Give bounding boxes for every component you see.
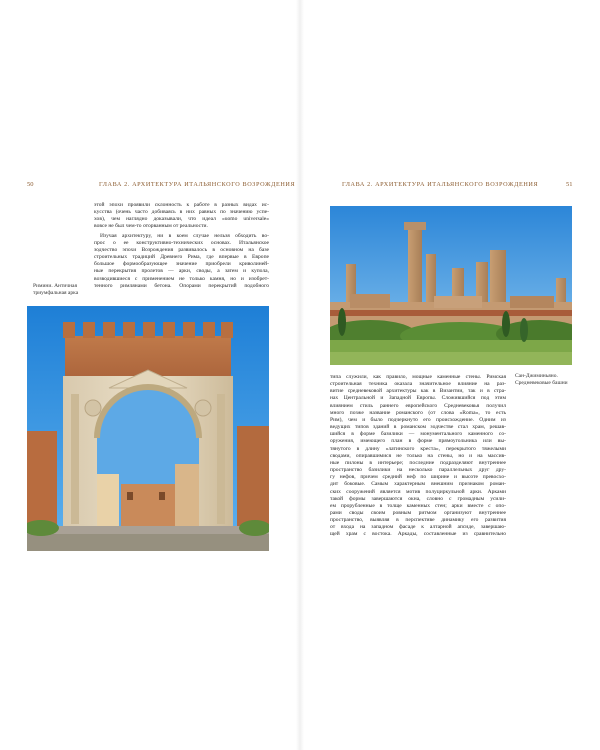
caption-line: Римини. Античная: [33, 283, 78, 289]
text-line: Рим), чем и было подчеркнуто его происхождение. Одним из: [330, 416, 506, 423]
text-line: строительных традиций Древнего Рима, где впервые в Европе: [94, 254, 269, 261]
text-line: ем прорубленные в толще каменных стен; арки вместе с опо-: [330, 502, 506, 509]
text-line: тенного римлянами бетона. Опорами перекрытий подобного: [94, 282, 269, 289]
text-line: зодчество эпохи Возрождения развивалось в основном на базе: [94, 246, 269, 253]
caption-line: Средневековые башни: [515, 380, 568, 386]
body-text-left: [94, 202, 269, 290]
text-line: тянутого в длину «латинского креста», перекрытого тяжелыми: [330, 445, 506, 452]
text-line: щей храм с востока. Аркады, составленные из сравнительно: [330, 531, 506, 538]
text-line: хов), чем наглядно доказывали, что идеал «uomo universale»: [94, 216, 269, 223]
text-line: большое формообразующее значение приобрели криволиней-: [94, 261, 269, 268]
text-line: витие средневековой архитектуры как в Византии, так и в стра-: [330, 388, 506, 395]
text-line: пространство базилики на несколько параллельных друг дру-: [330, 467, 506, 474]
figure-caption-right: [515, 373, 568, 387]
text-line: ских сооружений является мотив полуциркульной арки. Арками: [330, 488, 506, 495]
caption-line: Сан-Джиминьяно.: [515, 373, 558, 379]
page-number-left: 50: [27, 181, 34, 188]
text-line: возводившиеся с применением не только камня, но и изобрет-: [94, 275, 269, 282]
text-line: типа служили, как правило, мощные каменные стены. Римская: [330, 374, 506, 380]
text-line: сводами, опиравшимися не только на стены, но и на массив-: [330, 452, 506, 459]
photo-san-gimignano-towers: [330, 206, 572, 365]
figure-caption-left: [33, 283, 78, 297]
text-line: от входа на западном фасаде к алтарной апсиде, завершаю-: [330, 524, 506, 531]
text-line: много позже название романского (от слова «Roma», то есть: [330, 409, 506, 416]
text-line: такой формы завершаются окна, словно с громадным усили-: [330, 495, 506, 502]
text-line: вовсе не был чем-то оторванным от реальности.: [94, 223, 208, 230]
caption-line: триумфальная арка: [33, 290, 79, 296]
text-line: оружения, имеющего план в форме прямоугольника или вы-: [330, 438, 506, 445]
text-line: ные пилоны в интерьере; последние подразделяют внутреннее: [330, 459, 506, 466]
text-line: ведущих типов зданий в романском зодчестве стал храм, решав-: [330, 424, 506, 431]
photo-rimini-arch: [27, 306, 269, 551]
running-head-right: ГЛАВА 2. АРХИТЕКТУРА ИТАЛЬЯНСКОГО ВОЗРОЖДЕНИЯ: [342, 181, 539, 188]
text-line: ные перекрытия пролетов — арки, своды, а затем и купола,: [94, 268, 269, 275]
running-head-left: ГЛАВА 2. АРХИТЕКТУРА ИТАЛЬЯНСКОГО ВОЗРОЖДЕНИЯ: [99, 181, 296, 188]
text-line: рами своды своим ровным ритмом организуют внутреннее: [330, 509, 506, 516]
page-number-right: 51: [566, 181, 573, 188]
text-line: гу нефов, причем средний неф по ширине и высоте превосхо-: [330, 474, 506, 481]
text-line: дит боковые. Самым характерным внешним признаком роман-: [330, 481, 506, 488]
text-line: строительная техника оказала значительное влияние на раз-: [330, 381, 506, 388]
text-line: нах Центральной и Западной Европы. Сложившийся под этим: [330, 395, 506, 402]
text-line: пространство, выявляя в перспективе динамику его развития: [330, 517, 506, 524]
text-line: влиянием стиль раннего европейского Средневековья получил: [330, 402, 506, 409]
text-line: этой эпохи проявили склонность к работе в разных видах ис-: [94, 202, 269, 208]
text-line: кусства (очень часто добиваясь в них равных по значению успе-: [94, 209, 269, 216]
text-line: прос о ее конструктивно-технических основах. Итальянское: [94, 239, 269, 246]
text-line: шийся в форме базилики — монументального каменного со-: [330, 431, 506, 438]
right-page: [300, 0, 600, 750]
body-text-right: [330, 374, 506, 539]
text-line: Изучая архитектуру, ни в коем случае нельзя обходить во-: [100, 232, 269, 239]
